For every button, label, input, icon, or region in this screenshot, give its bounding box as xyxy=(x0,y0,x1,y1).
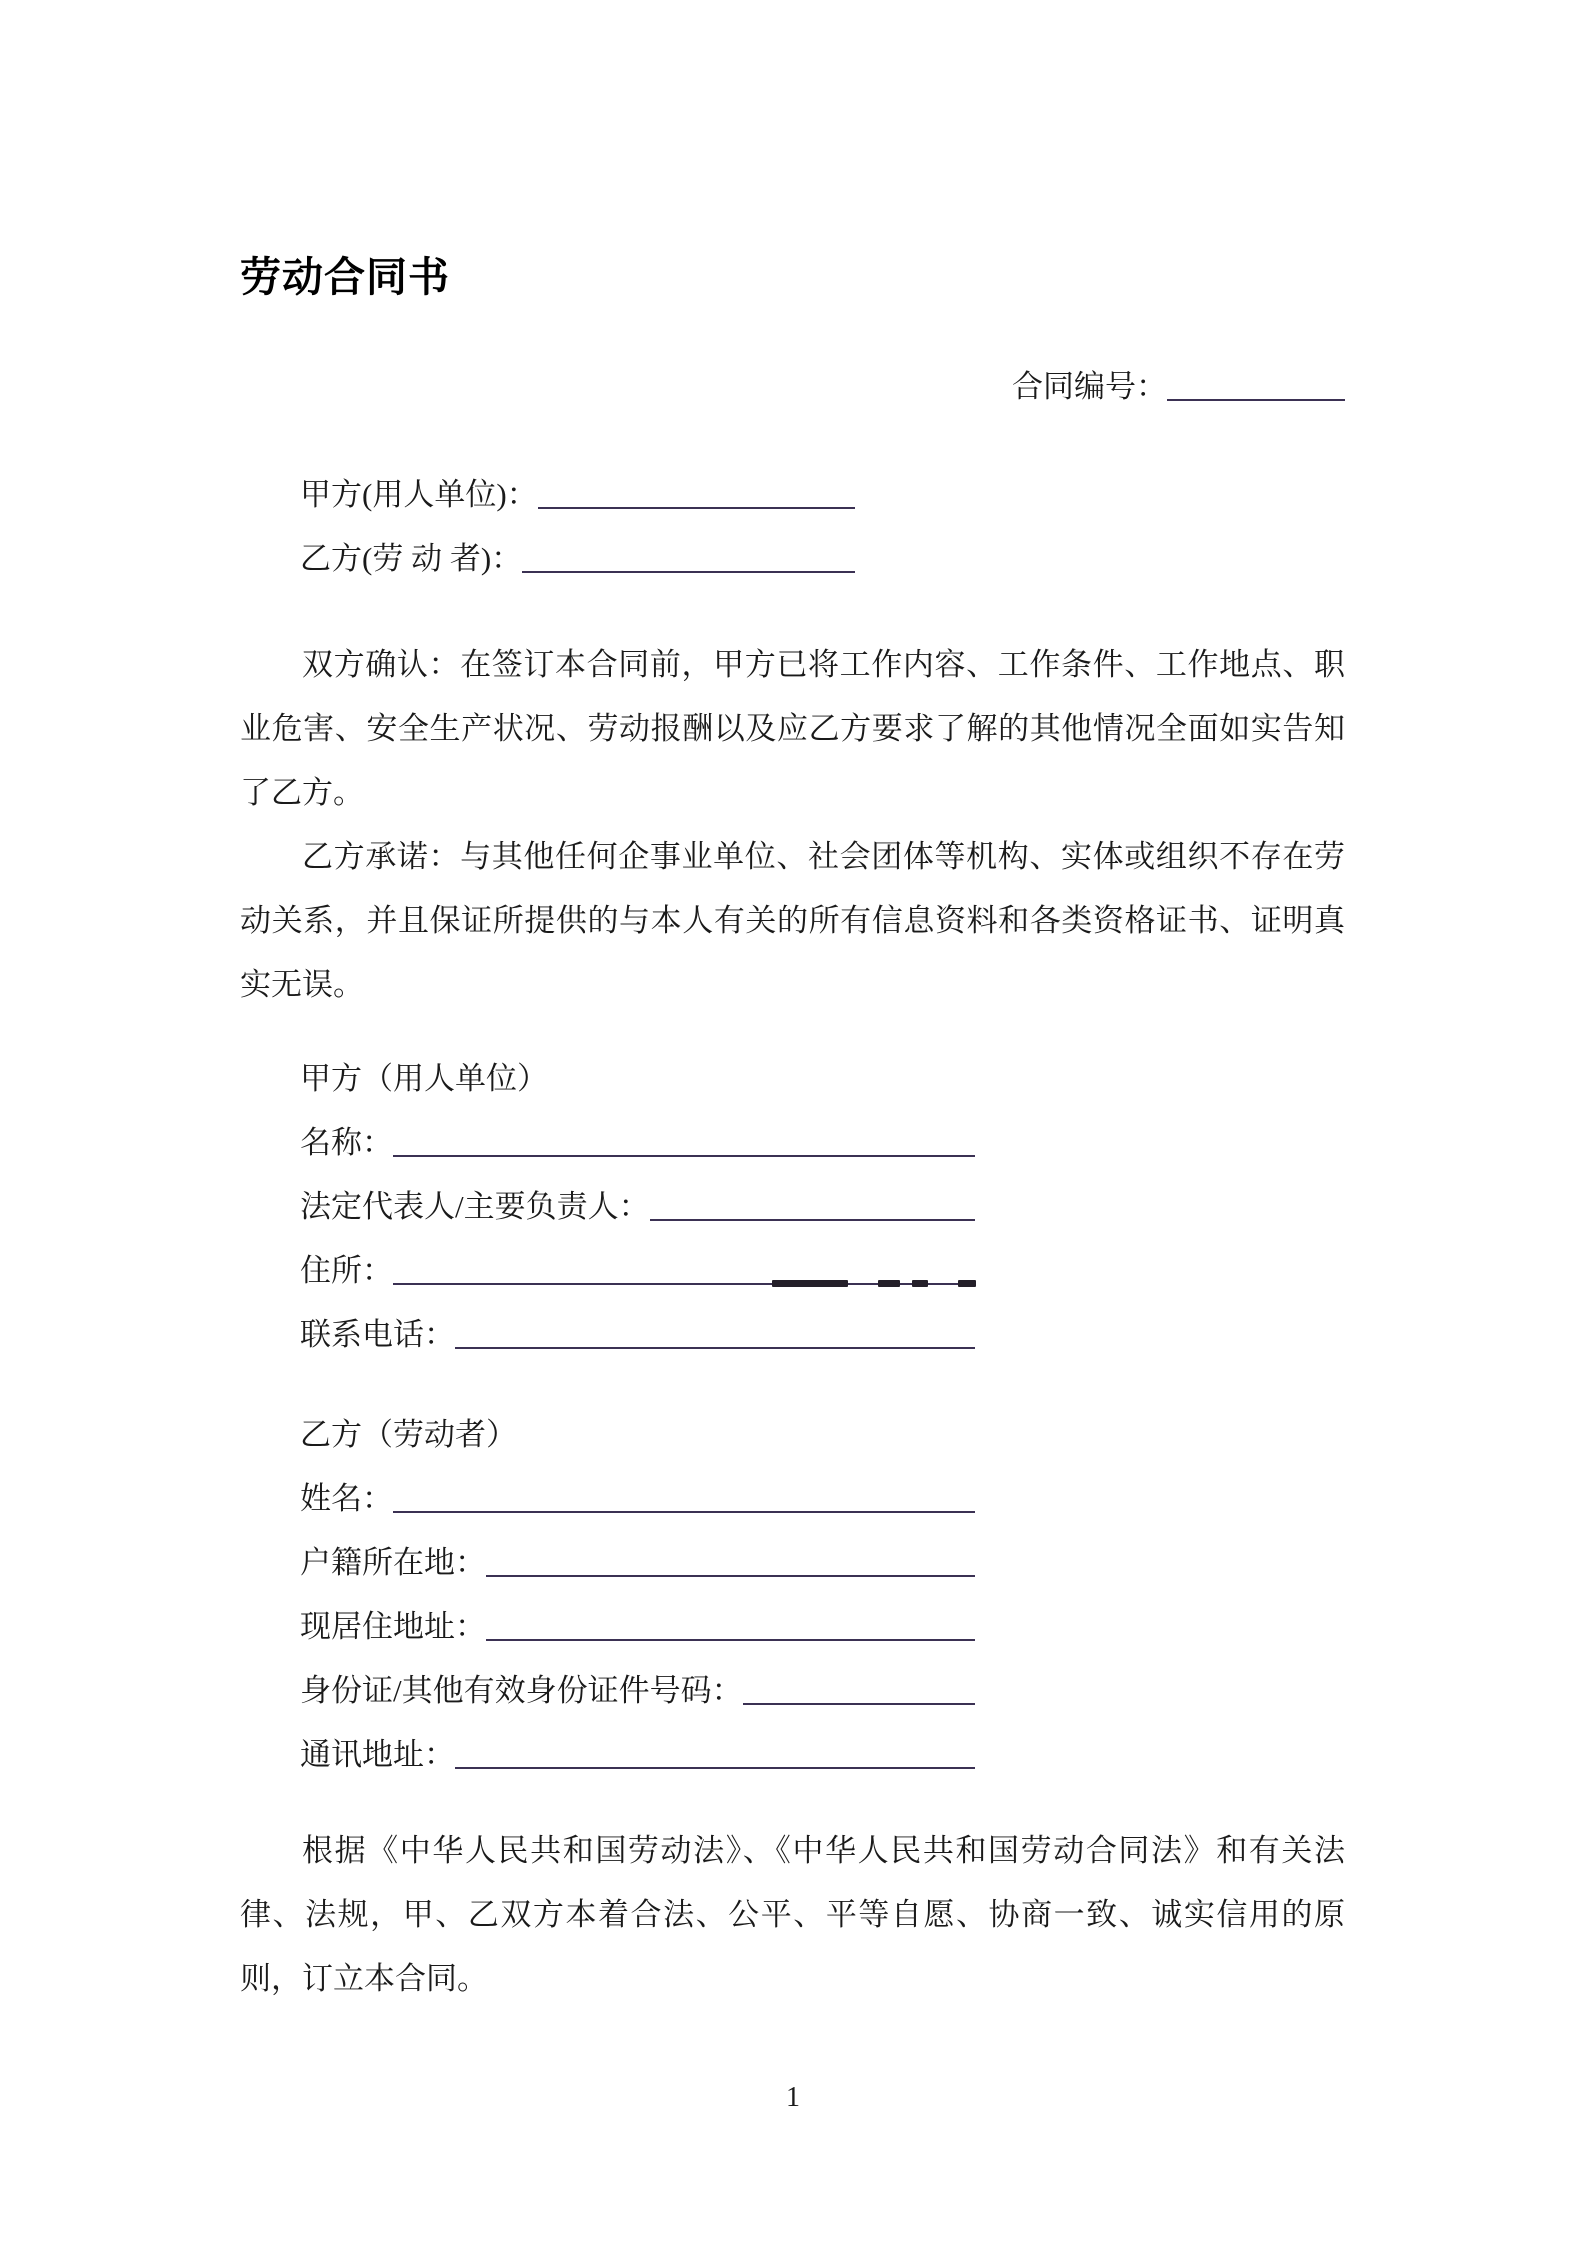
party-b-current-address-row xyxy=(240,1595,975,1659)
party-b-id-number-blank-line xyxy=(743,1659,975,1705)
paragraph-legal-basis: 根据《中华人民共和国劳动法》、《中华人民共和国劳动合同法》和有关法律、法规，甲、乙双方本着合法、公平、平等自愿、协商一致、诚实信用的原则，订立本合同。 xyxy=(240,1833,1345,1996)
party-a-header-label: 甲方(用人单位)： xyxy=(300,477,538,512)
party-a-residence-label: 住所： xyxy=(300,1253,393,1288)
party-a-representative-label: 法定代表人/主要负责人： xyxy=(300,1189,650,1224)
contract-number-row xyxy=(240,355,1345,419)
party-a-representative-row xyxy=(240,1175,975,1239)
party-b-mailing-address-blank-line xyxy=(455,1723,975,1769)
document-title: 劳动合同书 xyxy=(240,254,450,300)
party-a-header-blank-line xyxy=(538,463,855,509)
contract-number-label: 合同编号： xyxy=(1012,369,1167,404)
party-b-mailing-address-row xyxy=(240,1723,975,1787)
party-b-current-address-label: 现居住地址： xyxy=(300,1609,486,1644)
party-a-header-row xyxy=(240,463,855,527)
party-a-phone-label: 联系电话： xyxy=(300,1317,455,1352)
party-a-phone-row xyxy=(240,1303,975,1367)
ink-smudge xyxy=(912,1280,928,1287)
party-a-residence-blank-line xyxy=(393,1239,975,1285)
party-b-household-blank-line xyxy=(486,1531,975,1577)
ink-smudge xyxy=(958,1280,976,1287)
party-a-residence-row xyxy=(240,1239,975,1303)
party-b-id-number-label: 身份证/其他有效身份证件号码： xyxy=(300,1673,743,1708)
contract-number-blank-line xyxy=(1167,355,1345,401)
ink-smudge xyxy=(772,1280,848,1287)
page-number: 1 xyxy=(786,2082,800,2113)
party-b-header-row xyxy=(240,527,855,591)
party-b-household-row xyxy=(240,1531,975,1595)
party-a-representative-blank-line xyxy=(650,1175,975,1221)
party-b-mailing-address-label: 通讯地址： xyxy=(300,1737,455,1772)
party-b-header-label: 乙方(劳 动 者)： xyxy=(300,541,523,576)
party-b-current-address-blank-line xyxy=(486,1595,975,1641)
party-a-name-blank-line xyxy=(393,1111,975,1157)
party-a-phone-blank-line xyxy=(455,1303,975,1349)
party-a-name-label: 名称： xyxy=(300,1125,393,1160)
party-a-name-row xyxy=(240,1111,975,1175)
party-b-header-blank-line xyxy=(522,527,855,573)
party-b-section-heading: 乙方（劳动者） xyxy=(300,1417,517,1452)
paragraph-promise: 乙方承诺：与其他任何企事业单位、社会团体等机构、实体或组织不存在劳动关系，并且保证所提供的与本人有关的所有信息资料和各类资格证书、证明真实无误。 xyxy=(240,839,1345,1002)
party-a-section-heading: 甲方（用人单位） xyxy=(300,1061,548,1096)
party-b-household-label: 户籍所在地： xyxy=(300,1545,486,1580)
paragraph-confirmation: 双方确认：在签订本合同前，甲方已将工作内容、工作条件、工作地点、职业危害、安全生产状况、劳动报酬以及应乙方要求了解的其他情况全面如实告知了乙方。 xyxy=(240,647,1345,810)
party-b-id-number-row xyxy=(240,1659,975,1723)
party-b-name-label: 姓名： xyxy=(300,1481,393,1516)
ink-smudge xyxy=(878,1280,900,1287)
party-b-name-blank-line xyxy=(393,1467,975,1513)
party-b-name-row xyxy=(240,1467,975,1531)
